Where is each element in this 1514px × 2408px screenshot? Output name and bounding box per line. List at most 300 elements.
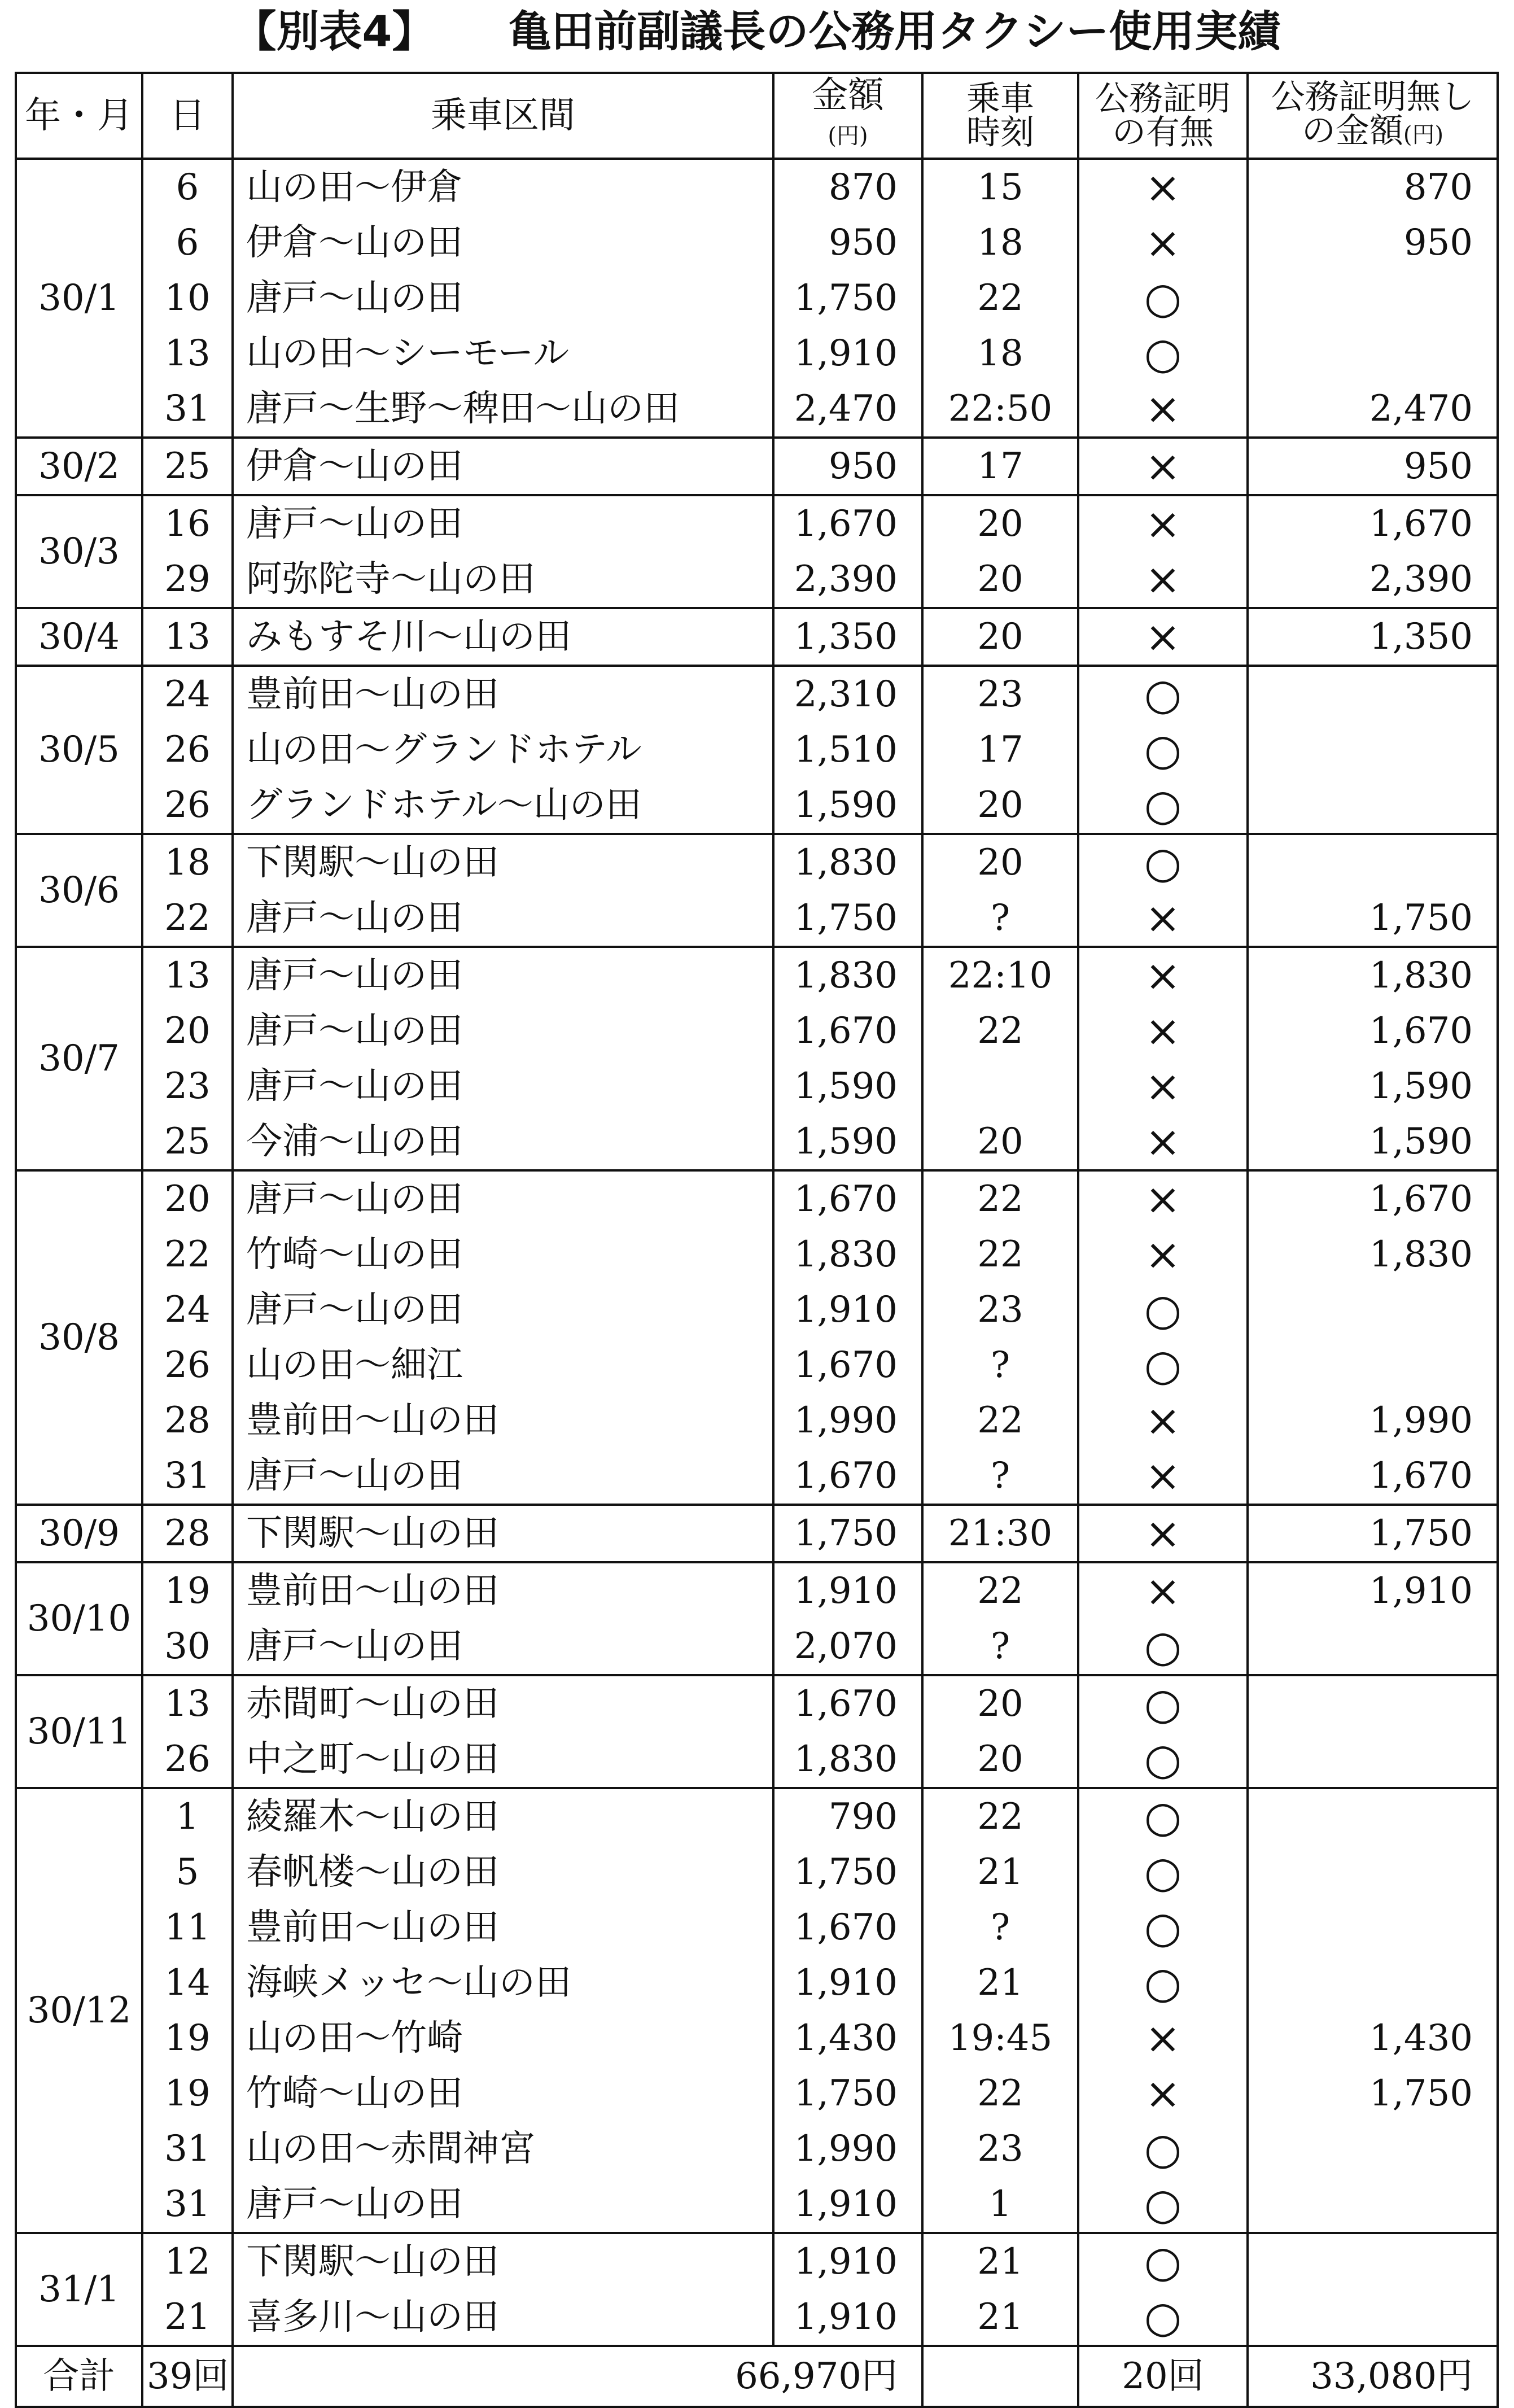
day-cell: 11 — [142, 1900, 233, 1955]
ride-time-cell: 17 — [922, 438, 1078, 495]
amount-cell: 1,750 — [773, 890, 922, 947]
official-proof-mark: × — [1078, 1393, 1248, 1448]
no-proof-amount-cell: 1,350 — [1248, 608, 1498, 666]
total-proof-count: 20回 — [1078, 2346, 1248, 2407]
day-cell: 31 — [142, 2177, 233, 2233]
no-proof-amount-cell: 1,830 — [1248, 947, 1498, 1003]
day-cell: 22 — [142, 890, 233, 947]
table-row — [16, 270, 1498, 326]
amount-cell: 1,910 — [773, 2177, 922, 2233]
ride-time-cell: 22 — [922, 1003, 1078, 1059]
no-proof-amount-cell: 1,750 — [1248, 1505, 1498, 1562]
day-cell: 13 — [142, 326, 233, 381]
ride-time-cell: 20 — [922, 608, 1078, 666]
route-cell: 山の田〜赤間神宮 — [233, 2121, 773, 2177]
table-row — [16, 1393, 1498, 1448]
ride-time-cell: 18 — [922, 215, 1078, 270]
year-month-cell: 30/7 — [16, 947, 142, 1170]
day-cell: 12 — [142, 2233, 233, 2289]
no-proof-amount-cell: 1,750 — [1248, 2066, 1498, 2121]
route-cell: 中之町〜山の田 — [233, 1732, 773, 1788]
day-cell: 26 — [142, 1732, 233, 1788]
route-cell: 唐戸〜山の田 — [233, 1059, 773, 1114]
no-proof-amount-cell — [1248, 2233, 1498, 2289]
no-proof-amount-cell: 1,430 — [1248, 2011, 1498, 2066]
route-cell: 竹崎〜山の田 — [233, 1227, 773, 1282]
official-proof-mark: × — [1078, 1505, 1248, 1562]
taxi-usage-table — [15, 72, 1499, 2408]
official-proof-mark: ○ — [1078, 1845, 1248, 1900]
table-row — [16, 608, 1498, 666]
day-cell: 28 — [142, 1505, 233, 1562]
ride-time-cell: 19:45 — [922, 2011, 1078, 2066]
year-month-cell: 30/6 — [16, 834, 142, 947]
amount-cell: 1,670 — [773, 1448, 922, 1505]
route-cell: 豊前田〜山の田 — [233, 1393, 773, 1448]
route-cell: 伊倉〜山の田 — [233, 215, 773, 270]
no-proof-amount-cell — [1248, 326, 1498, 381]
official-proof-mark: × — [1078, 1448, 1248, 1505]
route-cell: 唐戸〜山の田 — [233, 1282, 773, 1338]
year-month-cell: 30/2 — [16, 438, 142, 495]
amount-cell: 1,670 — [773, 1003, 922, 1059]
amount-cell: 2,070 — [773, 1619, 922, 1675]
table-row — [16, 1732, 1498, 1788]
official-proof-mark: ○ — [1078, 1788, 1248, 1845]
year-month-cell: 30/1 — [16, 159, 142, 438]
year-month-cell: 30/12 — [16, 1788, 142, 2233]
ride-time-cell: 21 — [922, 2289, 1078, 2346]
amount-cell: 1,910 — [773, 1562, 922, 1619]
header-noproof-line1: 公務証明無し — [1271, 77, 1474, 117]
header-row — [16, 73, 1498, 159]
ride-time-cell: 18 — [922, 326, 1078, 381]
table-row — [16, 2177, 1498, 2233]
no-proof-amount-cell — [1248, 834, 1498, 890]
official-proof-mark: × — [1078, 608, 1248, 666]
year-month-cell: 30/9 — [16, 1505, 142, 1562]
day-cell: 30 — [142, 1619, 233, 1675]
day-cell: 20 — [142, 1170, 233, 1227]
ride-time-cell: ? — [922, 1900, 1078, 1955]
route-cell: 唐戸〜山の田 — [233, 890, 773, 947]
day-cell: 14 — [142, 1955, 233, 2011]
route-cell: 唐戸〜山の田 — [233, 270, 773, 326]
official-proof-mark: × — [1078, 1562, 1248, 1619]
day-cell: 24 — [142, 1282, 233, 1338]
table-row — [16, 2233, 1498, 2289]
year-month-cell: 30/11 — [16, 1675, 142, 1788]
amount-cell: 2,390 — [773, 552, 922, 608]
table-row — [16, 1338, 1498, 1393]
route-cell: 唐戸〜山の田 — [233, 947, 773, 1003]
no-proof-amount-cell: 1,670 — [1248, 1448, 1498, 1505]
table-row — [16, 1505, 1498, 1562]
day-cell: 31 — [142, 2121, 233, 2177]
official-proof-mark: × — [1078, 947, 1248, 1003]
amount-cell: 1,750 — [773, 2066, 922, 2121]
route-cell: 豊前田〜山の田 — [233, 1900, 773, 1955]
table-row — [16, 2011, 1498, 2066]
day-cell: 5 — [142, 1845, 233, 1900]
table-row — [16, 326, 1498, 381]
table-row — [16, 1170, 1498, 1227]
no-proof-amount-cell: 1,990 — [1248, 1393, 1498, 1448]
table-row — [16, 1900, 1498, 1955]
title-text: 亀田前副議長の公務用タクシー使用実績 — [508, 6, 1281, 56]
no-proof-amount-cell: 1,750 — [1248, 890, 1498, 947]
amount-cell: 1,670 — [773, 1900, 922, 1955]
route-cell: 唐戸〜山の田 — [233, 1448, 773, 1505]
route-cell: 唐戸〜山の田 — [233, 495, 773, 552]
day-cell: 24 — [142, 666, 233, 722]
table-row — [16, 1448, 1498, 1505]
day-cell: 21 — [142, 2289, 233, 2346]
ride-time-cell: 20 — [922, 1732, 1078, 1788]
day-cell: 26 — [142, 1338, 233, 1393]
official-proof-mark: × — [1078, 381, 1248, 438]
official-proof-mark: × — [1078, 2011, 1248, 2066]
official-proof-mark: × — [1078, 495, 1248, 552]
header-route: 乗車区間 — [233, 73, 773, 159]
route-cell: 下関駅〜山の田 — [233, 2233, 773, 2289]
table-row — [16, 947, 1498, 1003]
day-cell: 22 — [142, 1227, 233, 1282]
header-ride-time-line1: 乗車 — [966, 79, 1034, 119]
official-proof-mark: ○ — [1078, 2289, 1248, 2346]
amount-cell: 1,670 — [773, 1675, 922, 1732]
header-no-proof-amount — [1248, 73, 1498, 159]
no-proof-amount-cell: 1,670 — [1248, 1170, 1498, 1227]
route-cell: 山の田〜竹崎 — [233, 2011, 773, 2066]
official-proof-mark: ○ — [1078, 1732, 1248, 1788]
day-cell: 6 — [142, 215, 233, 270]
amount-cell: 2,470 — [773, 381, 922, 438]
official-proof-mark: × — [1078, 1003, 1248, 1059]
no-proof-amount-cell: 1,590 — [1248, 1059, 1498, 1114]
header-proof-line1: 公務証明 — [1095, 79, 1231, 119]
year-month-cell: 30/4 — [16, 608, 142, 666]
official-proof-mark: ○ — [1078, 1900, 1248, 1955]
day-cell: 31 — [142, 381, 233, 438]
table-row — [16, 834, 1498, 890]
official-proof-mark: × — [1078, 1114, 1248, 1170]
ride-time-cell: 22 — [922, 1170, 1078, 1227]
official-proof-mark: × — [1078, 890, 1248, 947]
no-proof-amount-cell — [1248, 2177, 1498, 2233]
day-cell: 29 — [142, 552, 233, 608]
table-row — [16, 1003, 1498, 1059]
amount-cell: 1,670 — [773, 1338, 922, 1393]
official-proof-mark: ○ — [1078, 1619, 1248, 1675]
total-count: 39回 — [142, 2346, 233, 2407]
official-proof-mark: ○ — [1078, 2177, 1248, 2233]
route-cell: 竹崎〜山の田 — [233, 2066, 773, 2121]
no-proof-amount-cell — [1248, 1788, 1498, 1845]
table-row — [16, 1562, 1498, 1619]
amount-cell: 1,590 — [773, 1059, 922, 1114]
amount-cell: 1,670 — [773, 1170, 922, 1227]
day-cell: 28 — [142, 1393, 233, 1448]
ride-time-cell: 15 — [922, 159, 1078, 215]
table-row — [16, 552, 1498, 608]
ride-time-cell: ? — [922, 1338, 1078, 1393]
route-cell: 赤間町〜山の田 — [233, 1675, 773, 1732]
official-proof-mark: ○ — [1078, 1955, 1248, 2011]
day-cell: 26 — [142, 777, 233, 834]
amount-cell: 870 — [773, 159, 922, 215]
ride-time-cell: 23 — [922, 666, 1078, 722]
route-cell: 下関駅〜山の田 — [233, 1505, 773, 1562]
day-cell: 13 — [142, 608, 233, 666]
day-cell: 10 — [142, 270, 233, 326]
table-row — [16, 1675, 1498, 1732]
ride-time-cell: 21 — [922, 2233, 1078, 2289]
amount-cell: 1,750 — [773, 1505, 922, 1562]
official-proof-mark: × — [1078, 159, 1248, 215]
total-label: 合計 — [16, 2346, 142, 2407]
total-amount: 66,970円 — [233, 2346, 922, 2407]
official-proof-mark: × — [1078, 1227, 1248, 1282]
route-cell: 今浦〜山の田 — [233, 1114, 773, 1170]
route-cell: 唐戸〜山の田 — [233, 1619, 773, 1675]
amount-cell: 1,590 — [773, 1114, 922, 1170]
route-cell: 唐戸〜山の田 — [233, 1003, 773, 1059]
day-cell: 1 — [142, 1788, 233, 1845]
table-row — [16, 777, 1498, 834]
no-proof-amount-cell — [1248, 2121, 1498, 2177]
header-ride-time-line2: 時刻 — [966, 113, 1034, 152]
route-cell: グランドホテル〜山の田 — [233, 777, 773, 834]
amount-cell: 1,430 — [773, 2011, 922, 2066]
official-proof-mark: × — [1078, 552, 1248, 608]
table-row — [16, 1619, 1498, 1675]
no-proof-amount-cell: 2,390 — [1248, 552, 1498, 608]
route-cell: 下関駅〜山の田 — [233, 834, 773, 890]
ride-time-cell — [922, 1059, 1078, 1114]
no-proof-amount-cell: 1,590 — [1248, 1114, 1498, 1170]
amount-cell: 1,350 — [773, 608, 922, 666]
no-proof-amount-cell: 950 — [1248, 215, 1498, 270]
year-month-cell: 30/8 — [16, 1170, 142, 1505]
no-proof-amount-cell — [1248, 722, 1498, 777]
ride-time-cell: 23 — [922, 1282, 1078, 1338]
amount-cell: 1,670 — [773, 495, 922, 552]
amount-cell: 1,750 — [773, 270, 922, 326]
amount-cell: 2,310 — [773, 666, 922, 722]
amount-cell: 1,910 — [773, 1955, 922, 2011]
no-proof-amount-cell: 2,470 — [1248, 381, 1498, 438]
ride-time-cell: 22 — [922, 1227, 1078, 1282]
table-row — [16, 2289, 1498, 2346]
official-proof-mark: × — [1078, 438, 1248, 495]
day-cell: 19 — [142, 2066, 233, 2121]
table-row — [16, 381, 1498, 438]
day-cell: 25 — [142, 438, 233, 495]
table-row — [16, 1114, 1498, 1170]
no-proof-amount-cell: 1,830 — [1248, 1227, 1498, 1282]
official-proof-mark: ○ — [1078, 834, 1248, 890]
ride-time-cell: 1 — [922, 2177, 1078, 2233]
ride-time-cell: ? — [922, 1448, 1078, 1505]
table-row — [16, 1282, 1498, 1338]
day-cell: 31 — [142, 1448, 233, 1505]
header-ride-time — [922, 73, 1078, 159]
no-proof-amount-cell: 870 — [1248, 159, 1498, 215]
table-row — [16, 215, 1498, 270]
table-row — [16, 1845, 1498, 1900]
official-proof-mark: × — [1078, 1059, 1248, 1114]
table-row — [16, 438, 1498, 495]
no-proof-amount-cell — [1248, 777, 1498, 834]
route-cell: みもすそ川〜山の田 — [233, 608, 773, 666]
ride-time-cell: 22 — [922, 2066, 1078, 2121]
table-row — [16, 1227, 1498, 1282]
ride-time-cell: 22 — [922, 270, 1078, 326]
day-cell: 6 — [142, 159, 233, 215]
route-cell: 春帆楼〜山の田 — [233, 1845, 773, 1900]
official-proof-mark: ○ — [1078, 1675, 1248, 1732]
route-cell: 唐戸〜山の田 — [233, 2177, 773, 2233]
route-cell: 海峡メッセ〜山の田 — [233, 1955, 773, 2011]
no-proof-amount-cell — [1248, 270, 1498, 326]
amount-cell: 1,830 — [773, 1227, 922, 1282]
header-official-proof — [1078, 73, 1248, 159]
table-row — [16, 666, 1498, 722]
route-cell: 伊倉〜山の田 — [233, 438, 773, 495]
ride-time-cell: 20 — [922, 1675, 1078, 1732]
ride-time-cell: 21 — [922, 1845, 1078, 1900]
table-row — [16, 890, 1498, 947]
amount-cell: 1,830 — [773, 947, 922, 1003]
table-row — [16, 1955, 1498, 2011]
official-proof-mark: × — [1078, 2066, 1248, 2121]
ride-time-cell: 20 — [922, 777, 1078, 834]
day-cell: 16 — [142, 495, 233, 552]
amount-cell: 1,910 — [773, 2289, 922, 2346]
amount-cell: 790 — [773, 1788, 922, 1845]
official-proof-mark: ○ — [1078, 666, 1248, 722]
no-proof-amount-cell — [1248, 1732, 1498, 1788]
table-row — [16, 159, 1498, 215]
route-cell: 山の田〜伊倉 — [233, 159, 773, 215]
no-proof-amount-cell: 1,910 — [1248, 1562, 1498, 1619]
official-proof-mark: ○ — [1078, 1282, 1248, 1338]
route-cell: 阿弥陀寺〜山の田 — [233, 552, 773, 608]
page-title — [0, 0, 1514, 63]
day-cell: 18 — [142, 834, 233, 890]
amount-cell: 1,750 — [773, 1845, 922, 1900]
route-cell: 山の田〜シーモール — [233, 326, 773, 381]
route-cell: 綾羅木〜山の田 — [233, 1788, 773, 1845]
table-row — [16, 2066, 1498, 2121]
ride-time-cell: 23 — [922, 2121, 1078, 2177]
header-amount-label: 金額 — [812, 75, 884, 116]
day-cell: 25 — [142, 1114, 233, 1170]
table-row — [16, 495, 1498, 552]
ride-time-cell: 22 — [922, 1562, 1078, 1619]
amount-cell: 1,990 — [773, 1393, 922, 1448]
amount-cell: 1,910 — [773, 1282, 922, 1338]
route-cell: 喜多川〜山の田 — [233, 2289, 773, 2346]
day-cell: 19 — [142, 2011, 233, 2066]
year-month-cell: 30/3 — [16, 495, 142, 608]
ride-time-cell: 20 — [922, 495, 1078, 552]
header-amount-unit: (円) — [828, 123, 868, 149]
ride-time-cell: 21 — [922, 1955, 1078, 2011]
no-proof-amount-cell — [1248, 1282, 1498, 1338]
amount-cell: 1,590 — [773, 777, 922, 834]
official-proof-mark: ○ — [1078, 2121, 1248, 2177]
route-cell: 唐戸〜生野〜稗田〜山の田 — [233, 381, 773, 438]
official-proof-mark: ○ — [1078, 270, 1248, 326]
day-cell: 13 — [142, 947, 233, 1003]
day-cell: 19 — [142, 1562, 233, 1619]
day-cell: 20 — [142, 1003, 233, 1059]
amount-cell: 1,510 — [773, 722, 922, 777]
year-month-cell: 31/1 — [16, 2233, 142, 2346]
no-proof-amount-cell — [1248, 1845, 1498, 1900]
amount-cell: 1,910 — [773, 2233, 922, 2289]
table-row — [16, 1059, 1498, 1114]
header-noproof-line2: の金額 — [1301, 111, 1403, 151]
official-proof-mark: ○ — [1078, 1338, 1248, 1393]
ride-time-cell: 20 — [922, 1114, 1078, 1170]
header-year-month: 年・月 — [16, 73, 142, 159]
no-proof-amount-cell — [1248, 1338, 1498, 1393]
day-cell: 26 — [142, 722, 233, 777]
ride-time-cell: 17 — [922, 722, 1078, 777]
no-proof-amount-cell — [1248, 1900, 1498, 1955]
day-cell: 13 — [142, 1675, 233, 1732]
no-proof-amount-cell — [1248, 2289, 1498, 2346]
official-proof-mark: ○ — [1078, 326, 1248, 381]
amount-cell: 950 — [773, 438, 922, 495]
official-proof-mark: ○ — [1078, 2233, 1248, 2289]
year-month-cell: 30/5 — [16, 666, 142, 834]
day-cell: 23 — [142, 1059, 233, 1114]
table-body — [16, 159, 1498, 2346]
route-cell: 山の田〜グランドホテル — [233, 722, 773, 777]
official-proof-mark: × — [1078, 215, 1248, 270]
no-proof-amount-cell — [1248, 1619, 1498, 1675]
ride-time-cell: 22 — [922, 1393, 1078, 1448]
total-row — [16, 2346, 1498, 2407]
ride-time-cell: 22:50 — [922, 381, 1078, 438]
title-tag: 【別表4】 — [233, 6, 435, 56]
amount-cell: 950 — [773, 215, 922, 270]
ride-time-cell: 20 — [922, 834, 1078, 890]
no-proof-amount-cell: 1,670 — [1248, 495, 1498, 552]
ride-time-cell: 22 — [922, 1788, 1078, 1845]
total-time-empty — [922, 2346, 1078, 2407]
header-day: 日 — [142, 73, 233, 159]
no-proof-amount-cell — [1248, 1955, 1498, 2011]
header-amount — [773, 73, 922, 159]
official-proof-mark: ○ — [1078, 777, 1248, 834]
header-noproof-unit: (円) — [1403, 121, 1444, 148]
total-no-proof-amount: 33,080円 — [1248, 2346, 1498, 2407]
no-proof-amount-cell: 1,670 — [1248, 1003, 1498, 1059]
ride-time-cell: 21:30 — [922, 1505, 1078, 1562]
official-proof-mark: × — [1078, 1170, 1248, 1227]
route-cell: 山の田〜細江 — [233, 1338, 773, 1393]
amount-cell: 1,990 — [773, 2121, 922, 2177]
year-month-cell: 30/10 — [16, 1562, 142, 1675]
header-proof-line2: の有無 — [1112, 113, 1214, 152]
amount-cell: 1,830 — [773, 834, 922, 890]
route-cell: 豊前田〜山の田 — [233, 666, 773, 722]
